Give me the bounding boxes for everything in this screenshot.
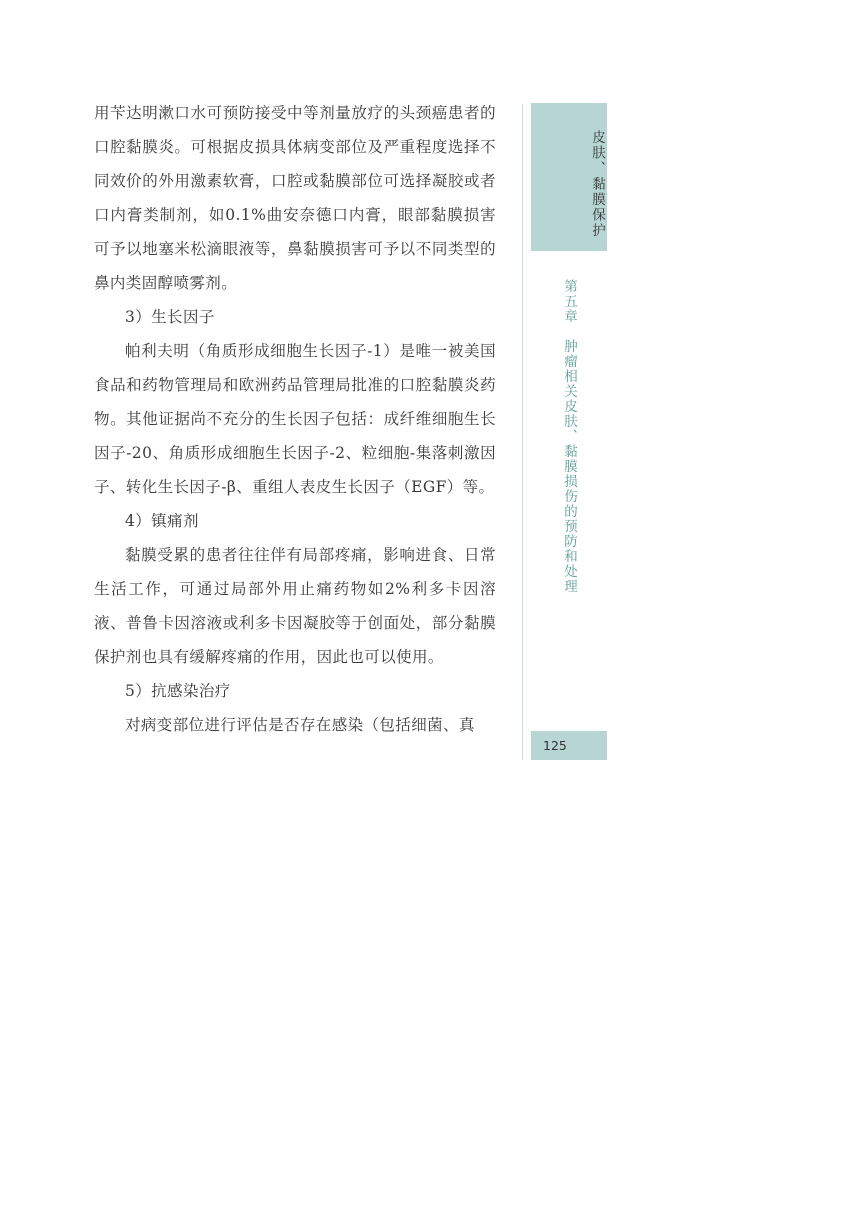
page-number: 125 [543,738,567,753]
column-divider [522,104,523,760]
subheading-growth-factor: 3）生长因子 [125,308,215,326]
subheading-analgesic: 4）镇痛剂 [125,512,199,530]
subheading-anti-infection: 5）抗感染治疗 [125,682,231,700]
paragraph: 用苄达明漱口水可预防接受中等剂量放疗的头颈癌患者的口腔黏膜炎。可根据皮损具体病变部位及严重程度选择不同效价的外用激素软膏，口腔或黏膜部位可选择凝胶或者口内膏类制剂，如0.1%曲安奈德口内膏，眼部黏膜损害可予以地塞米松滴眼液等，鼻黏膜损害可予以不同类型的鼻内类固醇喷雾剂。 [94,104,496,292]
section-tab-label: 皮肤、黏膜保护 [589,129,605,239]
section-tab [531,103,607,251]
chapter-title: 第五章 肿瘤相关皮肤、黏膜损伤的预防和处理 [561,279,577,594]
paragraph: 帕利夫明（角质形成细胞生长因子-1）是唯一被美国食品和药物管理局和欧洲药品管理局批准的口腔黏膜炎药物。其他证据尚不充分的生长因子包括：成纤维细胞生长因子-20、角质形成细胞生长因子-2、粒细胞-集落刺激因子、转化生长因子-β、重组人表皮生长因子（EGF）等。 [94,342,496,496]
page-number-box [531,731,607,760]
main-text [94,96,496,742]
paragraph: 对病变部位进行评估是否存在感染（包括细菌、真 [125,716,475,734]
paragraph: 黏膜受累的患者往往伴有局部疼痛，影响进食、日常生活工作，可通过局部外用止痛药物如2%利多卡因溶液、普鲁卡因溶液或利多卡因凝胶等于创面处，部分黏膜保护剂也具有缓解疼痛的作用，因此也可以使用。 [94,546,496,666]
